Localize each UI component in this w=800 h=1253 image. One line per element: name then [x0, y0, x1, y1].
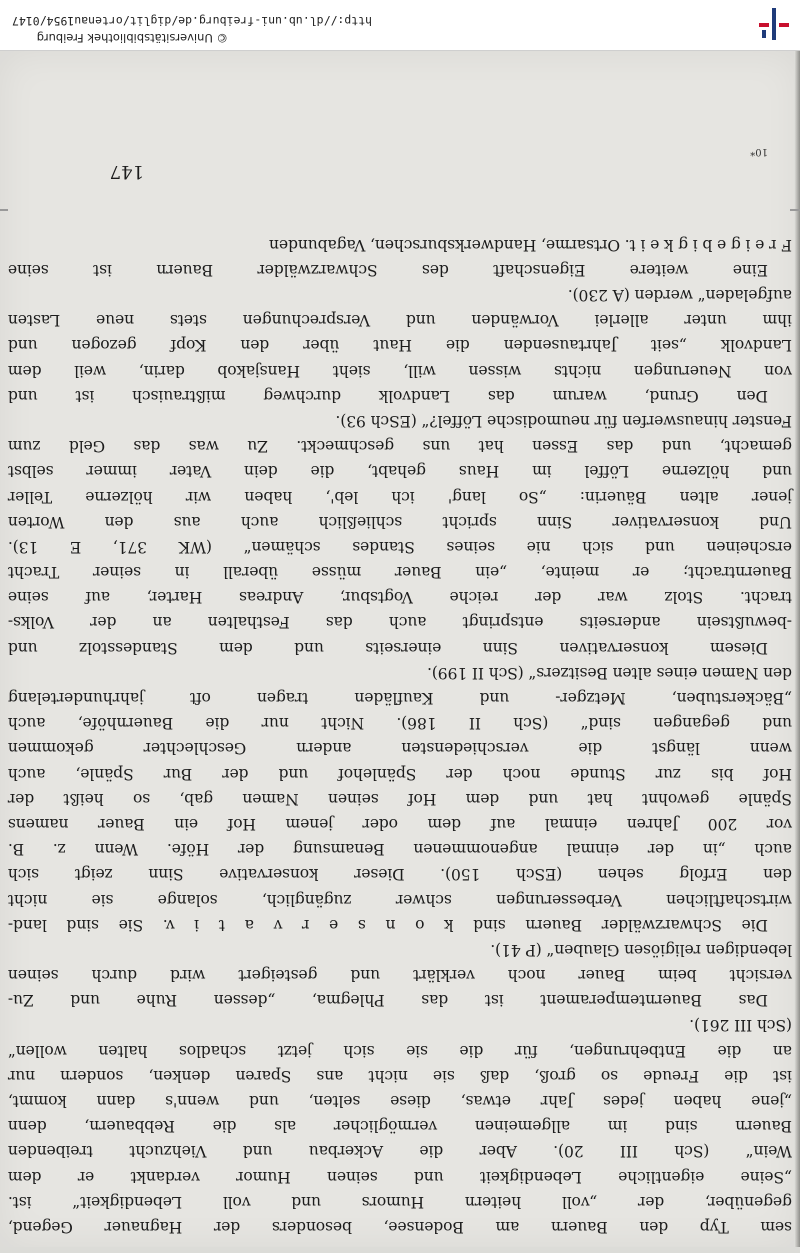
text-line: Die Schwarzwälder Bauern sind k o n s e r v a t i v. Sie sind land-: [8, 915, 768, 934]
text-line: den Namen eines alten Besitzers“ (Sch II 199).: [427, 663, 792, 682]
text-line: Spänle gewohnt hat und dem Hof seinen Namen gab, so heißt der: [8, 789, 792, 808]
footer-bar: [0, 0, 800, 51]
scanned-page: [0, 51, 800, 1247]
text-line: an die Entbehrungen, für die sie sich jetzt schadlos halten wollen“: [8, 1041, 792, 1060]
body-text: [8, 232, 792, 1240]
text-line: sem Typ den Bauern am Bodensee, besonders der Hagnauer Gegend,: [8, 1218, 792, 1236]
ub-freiburg-logo-icon: [756, 6, 792, 42]
text-line: wenn längst die verschiedensten andern Geschlechter gekommen: [8, 739, 792, 758]
text-line: gemacht, und das Essen hat uns geschmeckt. Zu was das Geld zum: [8, 437, 792, 456]
text-line: Das Bauerntemperament ist das Phlegma, „dessen Ruhe und Zu-: [8, 991, 768, 1010]
text-line: von Neuerungen nichts wissen will, sieht Hansjakob darin, weil dem: [8, 361, 792, 380]
text-line: (Sch III 261).: [689, 1016, 792, 1035]
text-line: jener alten Bäuerin: „So lang' ich leb', haben wir hölzerne Teller: [8, 487, 792, 506]
text-line: auch „in der einmal angenommenen Benamsung der Höfe. Wenn z. B.: [8, 840, 792, 859]
text-line: Eine weitere Eigenschaft des Schwarzwälder Bauern ist seine: [8, 260, 768, 279]
pencil-mark: [0, 209, 8, 211]
text-line: „jene haben jedes Jahr etwas, diese selten, und wenn's dann kommt,: [8, 1092, 792, 1111]
page-number: 147: [109, 161, 144, 182]
text-line: F r e i g e b i g k e i t. Ortsarme, Handwerksburschen, Vagabunden: [269, 235, 792, 254]
text-line: „Seine eigentliche Lebendigkeit und seinen Humor verdankt er dem: [8, 1167, 792, 1186]
text-line: Wein“ (Sch III 20). Aber die Ackerbau und Viehzucht treibenden: [8, 1142, 792, 1161]
text-line: erscheinen und sich nie seines Standes schämen“ (WK 371, E 13).: [8, 537, 792, 556]
text-line: gegenüber, der „voll heitern Humors und voll Lebendigkeit“ ist.: [8, 1192, 792, 1211]
text-line: aufgeladen“ werden (A 230).: [567, 286, 792, 305]
text-line: lebendigen religiösen Glauben“ (P 41).: [490, 940, 792, 959]
text-line: Landvolk „seit Jahrtausenden die Haut über den Kopf gezogen und: [8, 336, 792, 355]
text-line: -bewußtsein anderseits entspringt auch das Festhalten an der Volks-: [8, 613, 792, 632]
printer-signature-mark: 10*: [750, 146, 768, 157]
text-line: Hof bis zur Stunde noch der Spänlehof und der Bur Spänle, auch: [8, 764, 792, 783]
text-line: Und konservativer Sinn spricht schließlich auch aus den Worten: [8, 512, 792, 531]
text-line: Den Grund, warum das Landvolk durchweg mißtrauisch ist und: [8, 386, 768, 405]
text-line: Diesem konservativen Sinn einerseits und dem Standesstolz und: [8, 638, 768, 657]
footer-copyright: © Universitätsbibliothek Freiburg: [36, 31, 228, 45]
text-line: und gegangen sind“ (Sch II 186). Nicht nur die Bauernhöfe, auch: [8, 714, 792, 733]
text-line: wirtschaftlichen Verbesserungen schwer zugänglich, solange sie nicht: [8, 890, 792, 909]
text-line: vor 200 Jahren einmal auf dem oder jenem Hof ein Bauer namens: [8, 815, 792, 833]
page-edge-shadow: [794, 51, 800, 1247]
text-line: versicht beim Bauer noch verklärt und gesteigert wird durch seinen: [8, 966, 792, 985]
text-line: tracht. Stolz war der reiche Vogtsbur, Andreas Harter, auf seine: [8, 588, 792, 607]
text-line: den Erfolg sehen (ESch 150). Dieser konservative Sinn zeigt sich: [8, 865, 792, 884]
pencil-mark: [790, 209, 800, 211]
footer-url-link[interactable]: http://dl.ub.uni-freiburg.de/diglit/ortenau1954/0147: [11, 14, 372, 28]
text-line: Fenster hinauswerfen für neumodische Löffel?“ (ESch 93).: [335, 412, 792, 430]
text-line: Bauerntracht; er meinte, „ein Bauer müsse überall in seiner Tracht: [8, 563, 792, 582]
text-line: ihm unter allerlei Vorwänden und Versprechungen stets neue Lasten: [8, 311, 792, 330]
text-line: „Bäckerstuben, Metzger- und Kaufläden tragen oft jahrhundertelang: [8, 689, 792, 708]
text-line: Bauern sind im allgemeinen vermöglicher als die Rebbauern, denn: [8, 1117, 792, 1136]
text-line: ist die Freude so groß, daß sie nicht ans Sparen denken, sondern nur: [8, 1066, 792, 1085]
text-line: und hölzerne Löffel im Haus gehabt, die dein Vater immer selbst: [8, 462, 792, 481]
